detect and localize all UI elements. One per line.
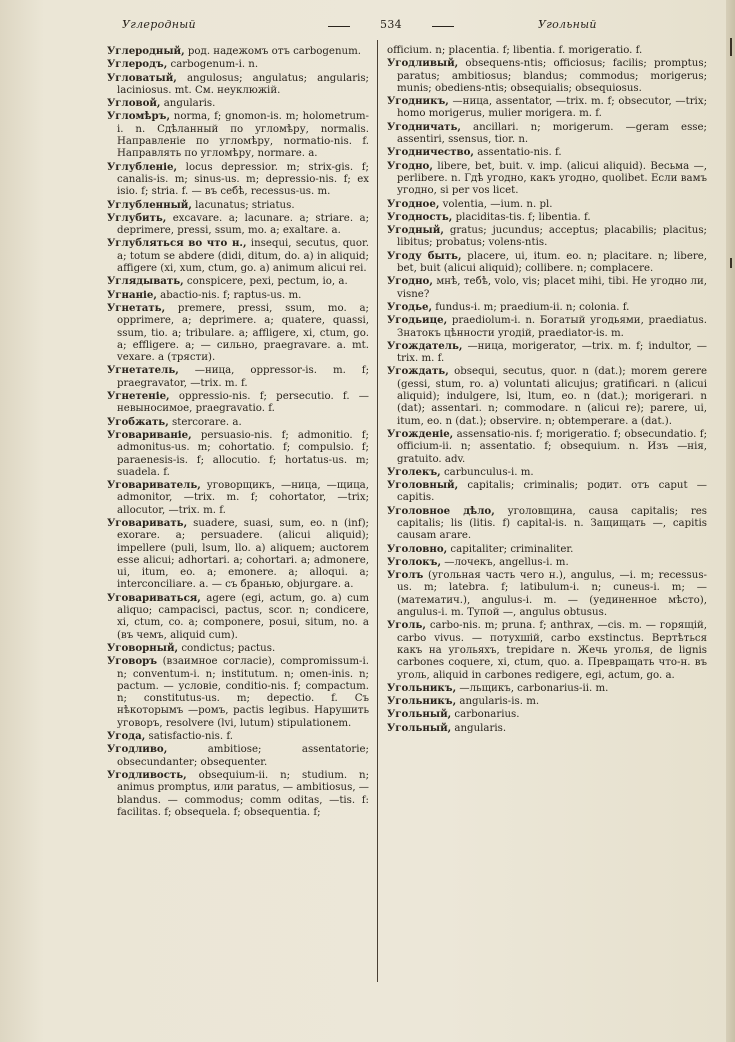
dictionary-entry <box>387 543 707 556</box>
entry-headword: Уголекъ, <box>387 465 441 478</box>
dictionary-entry <box>387 146 707 159</box>
entry-headword: Угобжать, <box>107 415 169 428</box>
dictionary-entry <box>107 58 369 71</box>
left-column <box>107 45 369 819</box>
entry-headword: Угодничество, <box>387 146 474 159</box>
dictionary-entry <box>387 160 707 198</box>
right-column <box>387 45 707 735</box>
entry-definition: —льщикъ, carbonarius-ii. m. <box>456 682 609 694</box>
entry-headword: Угожденіе, <box>387 427 454 440</box>
entry-definition: locus depressior. m; strix-gis. f; canalis-is. m; sinus-us. m; depressio-nis. f; ex isio. f; stria. f. — въ себѣ, recessus-us. m. <box>117 161 369 198</box>
entry-definition: —ница, oppressor-is. m. f; praegravator, —trix. m. f. <box>117 365 369 389</box>
column-divider <box>377 40 378 982</box>
entry-definition: condictus; pactus. <box>178 642 276 654</box>
dictionary-entry <box>107 769 369 819</box>
dictionary-entry <box>107 743 369 769</box>
entry-headword: Угождать, <box>387 365 449 378</box>
dictionary-entry <box>107 416 369 429</box>
entry-headword: Углядывать, <box>107 275 184 288</box>
entry-headword: Угодное, <box>387 197 440 210</box>
dictionary-entry <box>107 429 369 479</box>
entry-headword: Уговариватель, <box>107 479 201 492</box>
dictionary-entry <box>387 45 707 57</box>
dictionary-entry <box>387 224 707 250</box>
entry-headword: Угодникъ, <box>387 95 449 108</box>
entry-definition: уговорщикъ, —ница, —щица, admonitor, —trix. m. f; cohortator, —trix; allocutor, —trix. m. f. <box>117 480 369 516</box>
dictionary-entry <box>107 72 369 98</box>
dictionary-entry <box>387 340 707 366</box>
entry-definition: уголовщина, causa capitalis; res capitalis; lis (litis. f) capital-is. n. Защищать —, capitis causam агare. <box>397 505 708 542</box>
entry-headword: Угода, <box>107 730 146 743</box>
entry-definition: norma, f; gnomon-is. m; holometrum-i. n. Сдѣланный по угломѣру, normalis. Направленіе по угломѣру, normatio-nis. f. Направлять по угломѣру, normare. a. <box>117 111 369 160</box>
dictionary-entry <box>387 314 707 340</box>
dictionary-entry <box>107 275 369 288</box>
dictionary-entry <box>387 466 707 479</box>
entry-definition: praediolum-i. n. Богатый угодьями, praediatus. Знатокъ цѣнности угодій, praediator-is. m. <box>397 315 707 339</box>
entry-headword: Уголь, <box>387 619 426 632</box>
dictionary-entry <box>107 289 369 302</box>
entry-definition: род. надежомъ отъ carbogenum. <box>184 46 361 57</box>
entry-headword: Уголовное дѣло, <box>387 504 495 517</box>
entry-headword: Угольникъ, <box>387 695 457 708</box>
entry-headword: Угодно, <box>387 159 433 172</box>
margin-mark <box>730 38 732 56</box>
entry-headword: Угоду быть, <box>387 249 462 262</box>
entry-definition: suadere, suasi, sum, eo. n (inf); exorare. a; persuadere. (alicui aliquid); impellere (puli, lsum, llo. a) aliquem; auctorem esse alicui; adhortari. a; cohortari. a; admonere, ui, itum, eo. a; emonere. a; alloqui. a; interconciliare. a. — съ бранью, objurgare. a. <box>117 517 369 591</box>
dictionary-entry <box>387 722 707 735</box>
dictionary-entry <box>387 505 707 543</box>
entry-headword: Угольникъ, <box>387 681 457 694</box>
entry-headword: Угодье, <box>387 300 433 313</box>
entry-headword: Уговариваться, <box>107 591 201 604</box>
dictionary-entry <box>387 619 707 681</box>
dictionary-entry <box>387 556 707 569</box>
entry-definition: satisfactio-nis. f. <box>145 731 234 743</box>
entry-headword: Углубленный, <box>107 198 192 211</box>
entry-headword: Углубляться во что н., <box>107 237 247 250</box>
entry-definition: volentia, —ium. n. pl. <box>439 198 553 210</box>
entry-definition: —ница, morigerator, —trix. m. f; indultor, —trix. m. f. <box>397 340 707 365</box>
dictionary-entry <box>387 695 707 708</box>
entry-headword: Угодничать, <box>387 120 461 133</box>
entry-headword: Углубленіе, <box>107 160 178 173</box>
dictionary-entry <box>107 479 369 517</box>
entry-definition: lacunatus; striatus. <box>191 199 295 211</box>
entry-headword: Уговаривать, <box>107 516 188 529</box>
entry-headword: Угольный, <box>387 721 452 734</box>
entry-definition: insequi, secutus, quor. a; totum se abdere (didi, ditum, do. a) in aliquid; affigere (xi, xum, ctum, go. a) animum alicui rei. <box>117 238 369 275</box>
dictionary-entry <box>107 199 369 212</box>
entry-definition: carbonarius. <box>451 709 520 721</box>
entry-definition: assensatio-nis. f; morigeratio. f; obsecundatio. f; officium-ii. n; assentatio. f; obsequium. n. Изъ —нія, gratuito. adv. <box>397 428 707 465</box>
dictionary-entry <box>387 95 707 121</box>
dictionary-entry <box>107 642 369 655</box>
entry-headword: Углеродный, <box>107 45 185 57</box>
entry-headword: Угнетатель, <box>107 364 179 377</box>
entry-definition: angularis-is. m. <box>456 696 540 708</box>
entry-headword: Угнетеніе, <box>107 390 170 403</box>
entry-headword: Угодный, <box>387 224 444 237</box>
entry-definition: carbunculus-i. m. <box>440 466 534 478</box>
entry-headword: Угломѣръ, <box>107 110 170 123</box>
page-edge <box>726 0 735 1042</box>
dictionary-entry <box>107 592 369 642</box>
entry-headword: Угодливый, <box>387 57 459 70</box>
entry-headword: Угольный, <box>387 708 452 721</box>
entry-definition: capitalis; criminalis; родит. отъ caput — capitis. <box>397 480 707 504</box>
entry-headword: Углубить, <box>107 211 167 224</box>
dictionary-entry <box>107 302 369 364</box>
entry-definition: —лочекъ, angellus-i. m. <box>441 556 569 568</box>
dictionary-entry <box>387 479 707 505</box>
entry-definition: conspicere, pexi, pectum, io, a. <box>183 276 348 288</box>
entry-headword: Уговорный, <box>107 641 179 654</box>
entry-headword: Угодно, <box>387 275 433 288</box>
dictionary-entry <box>107 730 369 743</box>
entry-headword: Угнаніе, <box>107 288 157 301</box>
dictionary-entry <box>107 161 369 199</box>
entry-definition: obsequi, secutus, quor. n (dat.); morem gerere (gessi, stum, ro. a) voluntati alicujus; gratificari. n (alicui aliquid); indulgere, lsi, ltum, eo. n (dat.); morigerari. n (dat); assentari. n; commodare. n (alicui re); parere, ui, itum, eo. n (dat.); observire. n; obtemperare. a (dat.). <box>397 366 707 427</box>
entry-headword: Угождатель, <box>387 339 463 352</box>
entry-definition: oppressio-nis. f; persecutio. f. — невыносимое, praegravatio. f. <box>117 391 369 415</box>
dictionary-entry <box>107 212 369 238</box>
entry-definition: persuasio-nis. f; admonitio. f; admonitus-us. m; cohortatio. f; compulsio. f; paraenesis-is. f; allocutio. f; hortatus-us. m; suadela. f. <box>117 429 369 478</box>
dictionary-entry <box>387 569 707 619</box>
entry-headword: Угловатый, <box>107 71 177 84</box>
entry-definition: carbogenum-i. n. <box>167 59 259 71</box>
entry-definition: abactio-nis. f; raptus-us. m. <box>156 289 302 301</box>
dictionary-entry <box>387 198 707 211</box>
entry-headword: Уголокъ, <box>387 555 442 568</box>
entry-headword: Уговоръ <box>107 655 158 668</box>
entry-definition: stercorare. a. <box>168 416 242 428</box>
entry-definition: ancillari. n; morigerum. —geram esse; assentiri, ssensus, tior. n. <box>397 121 707 146</box>
entry-headword: Углеродъ, <box>107 58 168 71</box>
entry-definition: capitaliter; criminaliter. <box>447 543 574 555</box>
entry-definition: мнѣ, тебѣ, volo, vis; placet mihi, tibi. Не угодно ли, visne? <box>397 276 707 300</box>
dictionary-entry <box>387 121 707 147</box>
dictionary-entry <box>387 301 707 314</box>
running-head-left: Углеродный <box>122 18 196 31</box>
entry-definition: ambitiose; assentatorie; obsecundanter; obsequenter. <box>117 744 369 768</box>
dictionary-entry <box>387 250 707 276</box>
entry-definition: angularis. <box>160 98 216 110</box>
entry-definition: carbo-nis. m; pruna. f; anthrax, —cis. m. — горящій, carbo vivus. — потухшій, carbo exstinctus. Вертѣться какъ на угольяхъ, trepidare n. Жечь уголья, de lignis carbones coquere, xi, ctum, quo. a. Превращать что-н. въ уголь, aliquid in carbones redigere, egi, actum, go. a. <box>397 620 707 681</box>
entry-headword: Уголовно, <box>387 542 448 555</box>
entry-definition: excavare. a; lacunare. a; striare. a; deprimere, pressi, ssum, mo. a; exaltare. a. <box>117 212 369 237</box>
dictionary-entry <box>107 237 369 275</box>
entry-definition: angularis. <box>451 722 507 734</box>
entry-definition: premere, pressi, ssum, mo. a; opprimere, a; deprimere. a; quatere, quassi, ssum, tio. a; tribulare. a; affligere, xi, ctum, go. a; effligere. a; — сильно, praegravare. a. mt. vexare. a (трясти). <box>117 302 369 364</box>
entry-definition: (угольная часть чего н.), angulus, —i. m; recessus-us. m; latebra. f; latibulum-i. n; cuneus-i. m; — (математич.), angulus-i. m. — (уединенное мѣсто), angulus-i. m. Тупой —, angulus obtusus. <box>397 570 707 619</box>
entry-headword: Угловой, <box>107 97 161 110</box>
dictionary-entry <box>387 682 707 695</box>
entry-definition: officium. n; placentia. f; libentia. f. morigeratio. f. <box>387 45 643 56</box>
dictionary-entry <box>107 45 369 58</box>
entry-definition: agere (egi, actum, go. a) cum aliquo; campaciscі, pactus, scor. n; condicere, xi, ctum, co. a; componere, posui, situm, no. a (въ чемъ, aliquid cum). <box>117 592 369 641</box>
entry-definition: obsequium-ii. n; studium. n; animus promptus, или paratus, — ambitiosus, — blandus. — commodus; comm oditas, —tis. f: facilitas. f; obsequela. f; obsequentia. f; <box>117 769 369 818</box>
dictionary-entry <box>387 365 707 427</box>
dictionary-entry <box>107 390 369 416</box>
page-header <box>108 18 714 36</box>
dictionary-entry <box>107 364 369 390</box>
entry-definition: gratus; jucundus; acceptus; placabilis; placitus; libitus; probatus; volens-ntis. <box>397 225 707 249</box>
dictionary-entry <box>387 211 707 224</box>
dictionary-entry <box>387 275 707 301</box>
entry-definition: libere, bet, buit. v. imp. (alicui aliquid). Весьма —, perlibere. n. Гдѣ угодно, какъ угодно, quolibet. Если вамъ угодно, si per vos licet. <box>397 160 707 197</box>
dictionary-entry <box>107 655 369 730</box>
entry-definition: angulosus; angulatus; angularis; laciniosus. mt. См. неуклюжій. <box>117 72 369 96</box>
entry-headword: Уговариваніе, <box>107 428 192 441</box>
entry-headword: Угодливо, <box>107 743 168 756</box>
dictionary-entry <box>387 708 707 721</box>
entry-definition: fundus-i. m; praedium-ii. n; colonia. f. <box>432 301 630 313</box>
dictionary-entry <box>107 517 369 592</box>
dictionary-entry <box>107 110 369 160</box>
dictionary-entry <box>387 428 707 466</box>
entry-definition: —ница, assentator, —trix. m. f; obsecutor, —trix; homo morigerus, mulier morigera. m. f. <box>397 96 707 120</box>
entry-headword: Угодность, <box>387 210 453 223</box>
entry-headword: Угодливость, <box>107 768 187 781</box>
dictionary-entry <box>387 57 707 95</box>
entry-headword: Уголъ <box>387 569 424 582</box>
margin-mark <box>730 258 732 268</box>
page-number: 534 <box>346 18 436 31</box>
entry-definition: (взаимное согласіе), compromissum-i. n; conventum-i. n; institutum. n; omen-inis. n; pactum. — условіе, conditio-nis. f; compactum. n; constitutus-us. m; depectio. f. Съ нѣкоторымъ —ромъ, pactis legibus. Нарушить уговоръ, resolvere (lvi, lutum) stipulationem. <box>117 656 369 729</box>
entry-headword: Уголовный, <box>387 479 459 492</box>
entry-definition: placere, ui, itum. eo. n; placitare. n; libere, bet, buit (alicui aliquid); collibere. n; complacere. <box>397 250 707 275</box>
entry-headword: Угодьице, <box>387 314 448 327</box>
running-head-right: Угольный <box>538 18 597 31</box>
entry-definition: obsequens-ntis; officiosus; facilis; promptus; paratus; ambitiosus; blandus; commodus; morigerus; munis; obediens-ntis; obsequialis; obsequiosus. <box>397 58 707 94</box>
entry-definition: assentatio-nis. f. <box>473 147 562 159</box>
dictionary-entry <box>107 97 369 110</box>
entry-definition: placiditas-tis. f; libentia. f. <box>452 211 591 223</box>
entry-headword: Угнетать, <box>107 301 166 314</box>
